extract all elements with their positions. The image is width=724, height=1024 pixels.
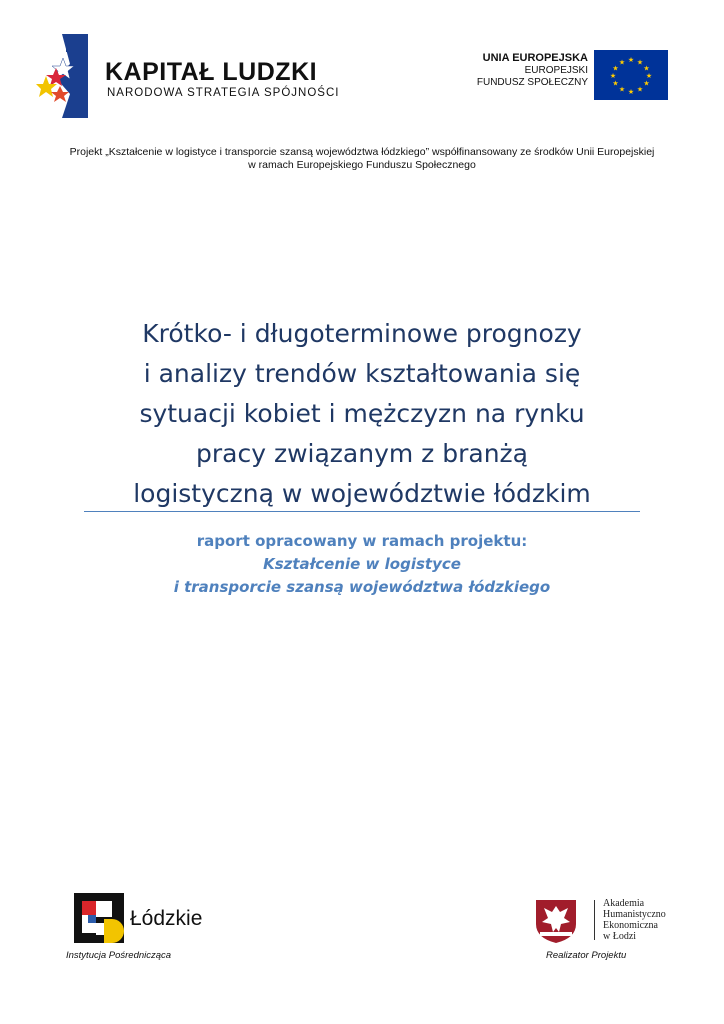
- kapital-ludzki-star-flag-icon: [36, 34, 88, 118]
- title-line-2: i analizy trendów kształtowania się: [143, 359, 581, 388]
- eu-fund-line-2: FUNDUSZ SPOŁECZNY: [476, 77, 588, 88]
- svg-text:★: ★: [612, 79, 619, 88]
- svg-text:★: ★: [618, 58, 626, 67]
- svg-text:★: ★: [627, 56, 635, 64]
- subtitle-project-name-line-2: i transporcie szansą województwa łódzkiego: [173, 578, 551, 596]
- project-caption-line-2: w ramach Europejskiego Funduszu Społecznego: [248, 159, 476, 171]
- ahe-name-line-1: Akademia: [603, 898, 645, 909]
- eu-fund-line-1: EUROPEJSKI: [524, 65, 588, 76]
- document-title: [80, 314, 644, 514]
- eu-title: UNIA EUROPEJSKA: [482, 52, 588, 64]
- title-line-4: pracy związanym z branżą: [196, 439, 528, 468]
- eu-flag-icon: [594, 50, 668, 100]
- svg-text:★: ★: [612, 64, 619, 73]
- ahe-name-line-2: Humanistyczno: [603, 909, 666, 920]
- title-line-5: logistyczną w województwie łódzkim: [133, 479, 591, 508]
- subtitle-project-name-line-1: Kształcenie w logistyce: [263, 555, 461, 573]
- ahe-divider: [594, 900, 595, 940]
- ahe-name-line-3: Ekonomiczna: [603, 920, 658, 931]
- svg-text:★: ★: [643, 64, 650, 73]
- document-subtitle: [80, 530, 644, 599]
- eu-logo-text: [476, 52, 588, 100]
- svg-text:★: ★: [609, 72, 617, 80]
- ahe-name: [603, 898, 666, 942]
- intermediate-institution-caption: Instytucja Pośrednicząca: [66, 950, 172, 961]
- kapital-ludzki-subtitle: NARODOWA STRATEGIA SPÓJNOŚCI: [107, 87, 340, 99]
- lodzkie-name: Łódzkie: [130, 907, 203, 930]
- title-line-1: Krótko- i długoterminowe prognozy: [142, 319, 582, 348]
- subtitle-line-1: raport opracowany w ramach projektu:: [196, 532, 528, 550]
- project-caption-line-1: Projekt „Kształcenie w logistyce i transporcie szansą województwa łódzkiego” współfinansowany ze środków Unii Europejskiej: [69, 146, 655, 158]
- project-implementer-caption: Realizator Projektu: [546, 950, 627, 961]
- svg-text:★: ★: [643, 79, 650, 88]
- svg-text:★: ★: [627, 88, 635, 96]
- project-caption: [40, 146, 684, 172]
- svg-text:★: ★: [618, 85, 626, 94]
- lodzkie-logo-icon: [74, 893, 124, 943]
- title-divider: [84, 511, 640, 512]
- ahe-eagle-crest-icon: [530, 894, 582, 944]
- svg-text:★: ★: [645, 72, 653, 80]
- title-line-3: sytuacji kobiet i mężczyzn na rynku: [139, 399, 585, 428]
- svg-text:★: ★: [636, 85, 644, 94]
- ahe-name-line-4: w Łodzi: [603, 931, 637, 942]
- kapital-ludzki-title: KAPITAŁ LUDZKI: [105, 58, 318, 86]
- svg-text:★: ★: [636, 58, 644, 67]
